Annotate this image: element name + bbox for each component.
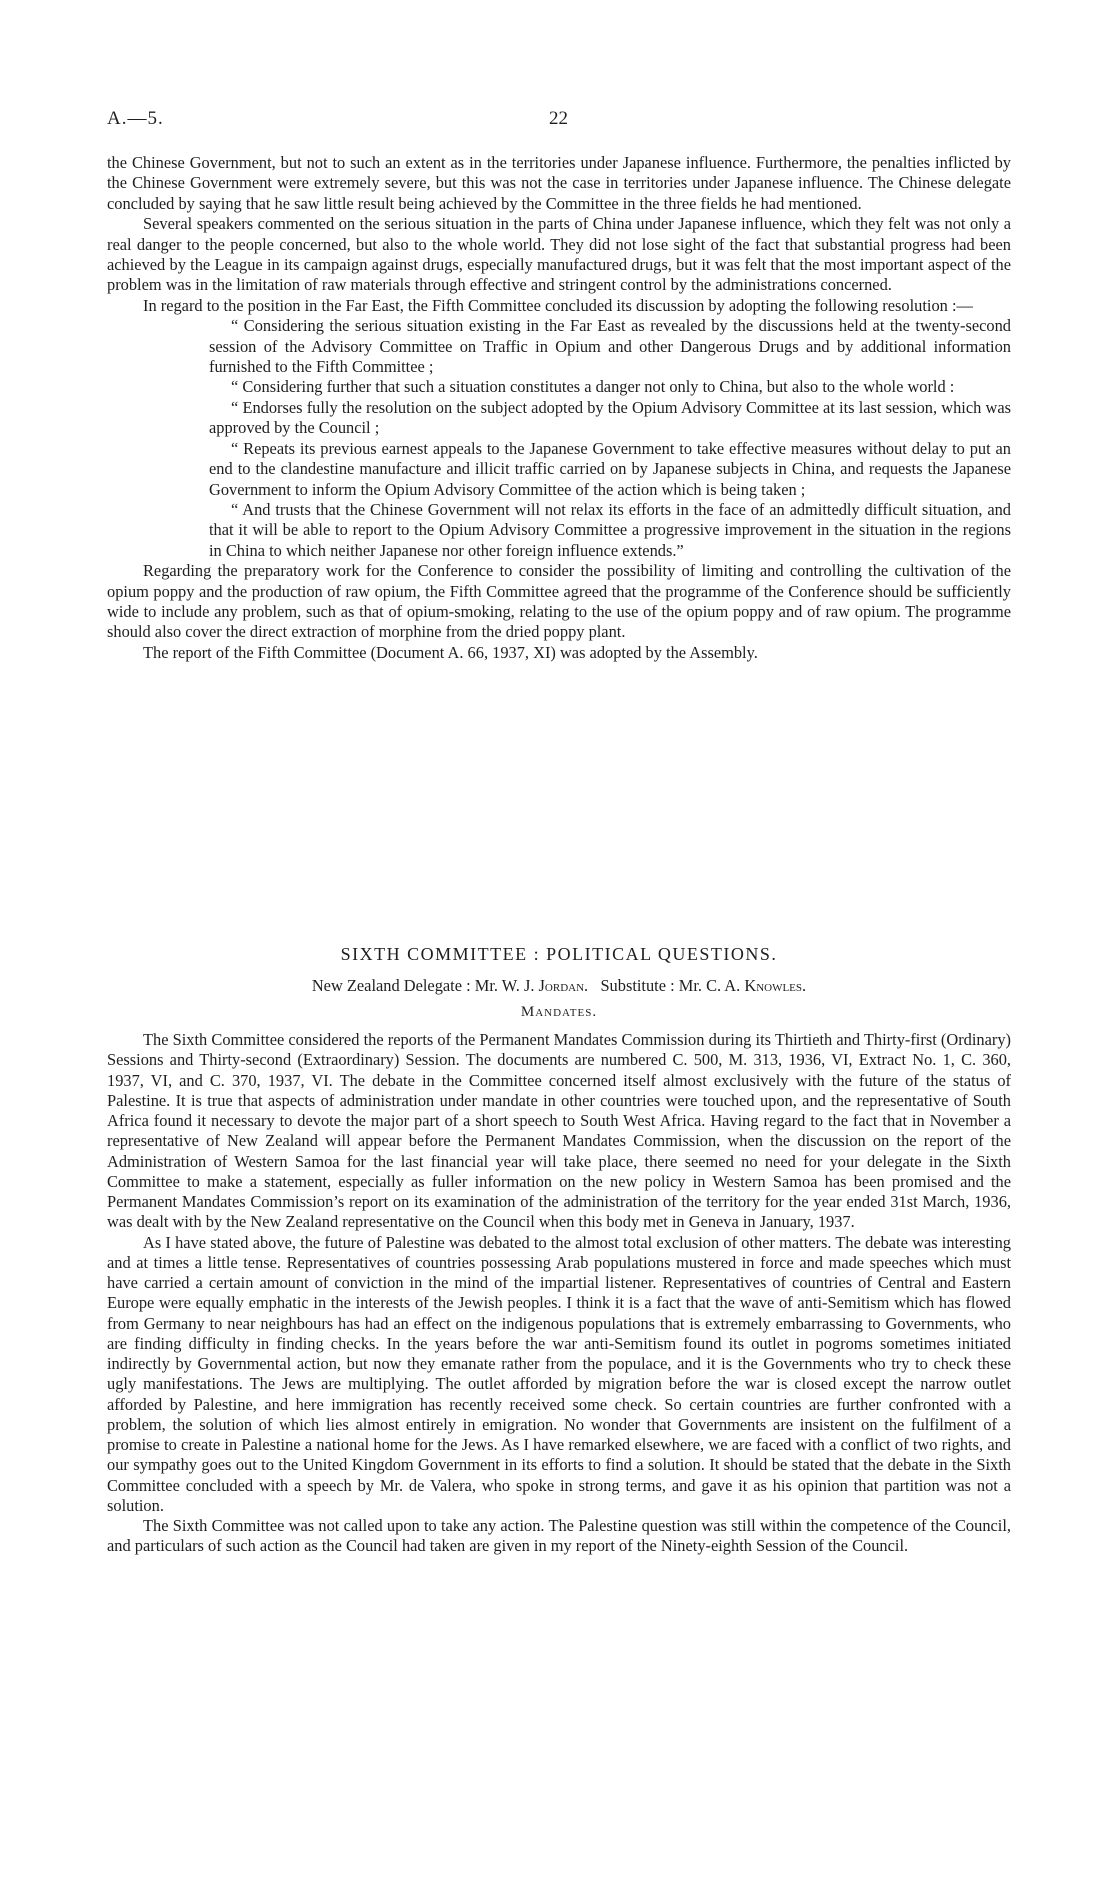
paragraph: In regard to the position in the Far East, the Fifth Committee concluded its discussion by adopting the following resolution :—: [143, 295, 973, 315]
resolution-clause: “ Endorses fully the resolution on the subject adopted by the Opium Advisory Committee at its last session, which was approved by the Council ;: [209, 397, 1011, 438]
delegate-name: Jordan: [538, 976, 585, 995]
resolution-clause: “ Repeats its previous earnest appeals to the Japanese Government to take effective measures without delay to put an end to the clandestine manufacture and illicit traffic carried on by Japanese subjects in China, and requests the Japanese Government to inform the Opium Advisory Committee of the action which is being taken ;: [209, 438, 1011, 499]
resolution-clause: “ Considering the serious situation existing in the Far East as revealed by the discussions held at the twenty-second session of the Advisory Committee on Traffic in Opium and other Dangerous Drugs and by additional information furnished to the Fifth Committee ;: [209, 316, 1011, 377]
paragraph: The report of the Fifth Committee (Document A. 66, 1937, XI) was adopted by the Assembly.: [143, 642, 758, 662]
paragraph: As I have stated above, the future of Palestine was debated to the almost total exclusion of other matters. The debate was interesting and at times a little tense. Representatives of countries possessing Arab populations mustered in force and made speeches which must have carried a certain amount of conviction in the mind of the impartial listener. Representatives of countries of Central and Eastern Europe were equally emphatic in the interests of the Jewish peoples. I think it is a fact that the wave of anti-Semitism which has flowed from Germany to near neighbours has had an effect on the indigenous populations that is extremely embarrassing to Governments, who are finding difficulty in finding checks. In the years before the war anti-Semitism found its outlet in pogroms sometimes initiated indirectly by Governmental action, but now they emanate rather from the populace, and it is the Governments who try to check these ugly manifestations. The Jews are multiplying. The outlet afforded by migration before the war is closed except the narrow outlet afforded by Palestine, and here immigration has recently received some check. So certain countries are further confronted with a problem, the solution of which lies almost entirely in emigration. No wonder that Governments are insistent on the fulfilment of a promise to create in Palestine a national home for the Jews. As I have remarked elsewhere, we are faced with a conflict of two rights, and our sympathy goes out to the United Kingdom Government in its efforts to find a solution. It should be stated that the debate in the Sixth Committee concluded with a speech by Mr. de Valera, who spoke in strong terms, and gave it as his opinion that partition was not a solution.: [107, 1232, 1011, 1515]
resolution-clause: “ Considering further that such a situation constitutes a danger not only to China, but also to the whole world :: [231, 377, 955, 397]
resolution-quote: [107, 316, 1011, 561]
document-reference: A.—5.: [107, 108, 164, 129]
paragraph: The Sixth Committee was not called upon to take any action. The Palestine question was still within the competence of the Council, and particulars of such action as the Council had taken are given in my report of the Ninety-eighth Session of the Council.: [107, 1516, 1011, 1556]
sixth-committee-text: [107, 1030, 1011, 1557]
delegate-line: New Zealand Delegate : Mr. W. J. Jordan. Substitute : Mr. C. A. Knowles.: [311, 976, 807, 995]
delegate-label: New Zealand Delegate : Mr. W. J.: [311, 976, 535, 995]
paragraph: Regarding the preparatory work for the Conference to consider the possibility of limiting and controlling the cultivation of the opium poppy and the production of raw opium, the Fifth Committee agreed that the programme of the Conference should be sufficiently wide to include any problem, such as that of opium-smoking, relating to the use of the opium poppy and of raw opium. The programme should also cover the direct extraction of morphine from the dried poppy plant.: [107, 561, 1011, 642]
paragraph: Several speakers commented on the serious situation in the parts of China under Japanese influence, which they felt was not only a real danger to the people concerned, but also to the whole world. They did not lose sight of the fact that substantial progress had been achieved by the League in its campaign against drugs, especially manufactured drugs, but it was felt that the most important aspect of the problem was in the limitation of raw materials through effective and stringent control by the administrations concerned.: [107, 214, 1011, 295]
paragraph: The Sixth Committee considered the reports of the Permanent Mandates Commission during its Thirtieth and Thirty-first (Ordinary) Sessions and Thirty-second (Extraordinary) Session. The documents are numbered C. 500, M. 313, 1936, VI, Extract No. 1, C. 360, 1937, VI, and C. 370, 1937, VI. The debate in the Committee concerned itself almost exclusively with the future of the status of Palestine. It is true that aspects of administration under mandate in other countries were touched upon, and the representative of South Africa found it necessary to devote the major part of a short speech to South West Africa. Having regard to the fact that in November a representative of New Zealand will appear before the Permanent Mandates Commission, when the discussion on the report of the Administration of Western Samoa for the last financial year will take place, there seemed no need for your delegate in the Sixth Committee to make a statement, especially as fuller information on the new policy in Western Samoa has been promised and the Permanent Mandates Commission’s report on its examination of the administration of the territory for the year ended 31st March, 1936, was dealt with by the New Zealand representative on the Council when this body met in Geneva in January, 1937.: [107, 1030, 1011, 1232]
substitute-name: Knowles: [744, 976, 803, 995]
section-title: SIXTH COMMITTEE : POLITICAL QUESTIONS.: [340, 944, 778, 964]
substitute-label: Substitute : Mr. C. A.: [600, 976, 741, 995]
resolution-clause: “ And trusts that the Chinese Government will not relax its efforts in the face of an admittedly difficult situation, and that it will be able to report to the Opium Advisory Committee a progressive improvement in the situation in the regions in China to which neither Japanese nor other foreign influence extends.”: [209, 499, 1011, 560]
subheading: Mandates.: [520, 1004, 598, 1020]
paragraph: the Chinese Government, but not to such an extent as in the territories under Japanese influence. Furthermore, the penalties inflicted by the Chinese Government were extremely severe, but this was not the case in territories under Japanese influence. The Chinese delegate concluded by saying that he saw little result being achieved by the Committee in the three fields he had mentioned.: [107, 153, 1011, 213]
fifth-committee-text: [107, 153, 1011, 663]
page-number: 22: [549, 108, 568, 129]
